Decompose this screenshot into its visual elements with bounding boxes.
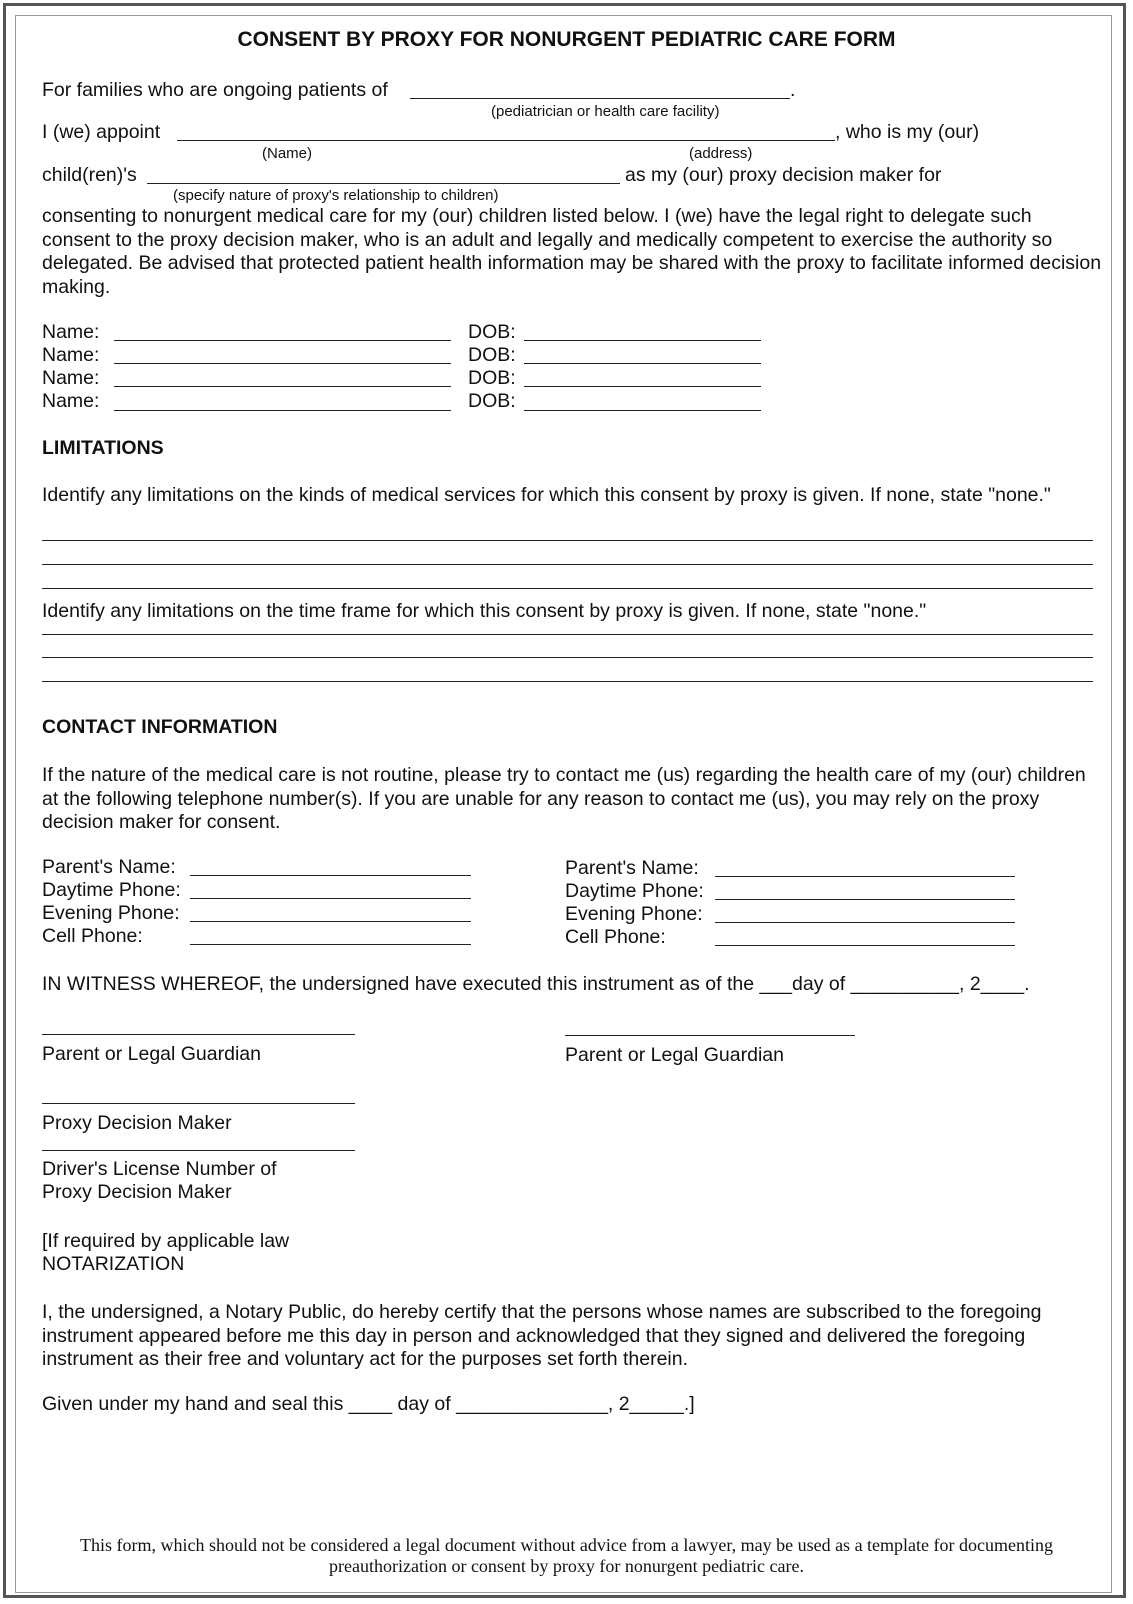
child-name-label: Name:: [42, 390, 100, 412]
child-dob-label: DOB:: [468, 321, 516, 343]
child-name-line[interactable]: [114, 340, 451, 341]
child-name-label: Name:: [42, 344, 100, 366]
parent-guardian-label: Parent or Legal Guardian: [565, 1044, 784, 1066]
parent-guardian-label: Parent or Legal Guardian: [42, 1043, 261, 1065]
children-end: as my (our) proxy decision maker for: [625, 164, 942, 186]
license-label-line2: Proxy Decision Maker: [42, 1181, 232, 1203]
parent-signature-line[interactable]: [565, 1035, 855, 1036]
timeframe-limitations-text: Identify any limitations on the time frame for which this consent by proxy is given. If none, state "none.": [42, 600, 927, 622]
footer-disclaimer: This form, which should not be considered a legal document without advice from a lawyer, may be used as a template for documenting preauthorization or consent by proxy for nonurgent pediatric care.: [80, 1535, 1053, 1576]
services-limitations-text: Identify any limitations on the kinds of medical services for which this consent by proxy is given. If none, state "none.": [42, 484, 1051, 506]
proxy-label: Proxy Decision Maker: [42, 1112, 232, 1134]
pediatrician-caption: (pediatrician or health care facility): [491, 103, 720, 120]
parent-name-label: Parent's Name:: [42, 856, 176, 878]
proxy-signature-line[interactable]: [42, 1103, 355, 1104]
relationship-line[interactable]: [147, 183, 620, 184]
evening-phone-label: Evening Phone:: [42, 902, 180, 924]
parent-name-label: Parent's Name:: [565, 857, 699, 879]
parent-name-line[interactable]: [715, 876, 1015, 877]
services-limitation-line[interactable]: [42, 540, 1093, 541]
child-dob-line[interactable]: [524, 386, 761, 387]
contact-paragraph: If the nature of the medical care is not routine, please try to contact me (us) regarding the health care of my (our) children at the following telephone number(s). If you are unable for any reason to contact me (us), you may rely on the proxy decision maker for consent.: [42, 764, 1086, 833]
license-label-line1: Driver's License Number of: [42, 1158, 277, 1180]
child-dob-label: DOB:: [468, 367, 516, 389]
notarization-condition: [If required by applicable law: [42, 1230, 290, 1252]
child-dob-label: DOB:: [468, 390, 516, 412]
parent-signature-line[interactable]: [42, 1034, 355, 1035]
cell-phone-label: Cell Phone:: [565, 926, 666, 948]
contact-heading: CONTACT INFORMATION: [42, 716, 278, 738]
child-dob-line[interactable]: [524, 340, 761, 341]
services-limitation-line[interactable]: [42, 564, 1093, 565]
daytime-phone-line[interactable]: [190, 898, 471, 899]
families-end: .: [790, 79, 796, 101]
child-dob-line[interactable]: [524, 410, 761, 411]
parent-name-line[interactable]: [190, 875, 471, 876]
appoint-label: I (we) appoint: [42, 121, 161, 143]
families-label: For families who are ongoing patients of: [42, 79, 388, 101]
timeframe-limitation-line[interactable]: [42, 657, 1093, 658]
evening-phone-label: Evening Phone:: [565, 903, 703, 925]
cell-phone-label: Cell Phone:: [42, 925, 143, 947]
timeframe-limitation-line[interactable]: [42, 681, 1093, 682]
limitations-heading: LIMITATIONS: [42, 437, 164, 459]
consent-paragraph: consenting to nonurgent medical care for my (our) children listed below. I (we) have the legal right to delegate such consent to the proxy decision maker, who is an adult and legally and medically competent to exercise the authority so delegated. Be advised that protected patient health information may be shared with the proxy to facilitate informed decision making.: [42, 205, 1102, 298]
daytime-phone-label: Daytime Phone:: [42, 879, 181, 901]
child-dob-line[interactable]: [524, 363, 761, 364]
cell-phone-line[interactable]: [190, 944, 471, 945]
appoint-line[interactable]: [177, 140, 835, 141]
child-name-line[interactable]: [114, 363, 451, 364]
witness-text: IN WITNESS WHEREOF, the undersigned have executed this instrument as of the ___day of __________, 2____.: [42, 973, 1030, 995]
child-dob-label: DOB:: [468, 344, 516, 366]
given-under-hand-text: Given under my hand and seal this ____ day of ______________, 2_____.]: [42, 1393, 695, 1415]
notarization-heading: NOTARIZATION: [42, 1253, 185, 1275]
evening-phone-line[interactable]: [715, 922, 1015, 923]
child-name-line[interactable]: [114, 386, 451, 387]
cell-phone-line[interactable]: [715, 945, 1015, 946]
children-label: child(ren)'s: [42, 164, 137, 186]
address-caption: (address): [689, 145, 753, 162]
evening-phone-line[interactable]: [190, 921, 471, 922]
license-number-line[interactable]: [42, 1150, 355, 1151]
relationship-caption: (specify nature of proxy's relationship to children): [173, 187, 499, 204]
services-limitation-line[interactable]: [42, 588, 1093, 589]
pediatrician-line[interactable]: [410, 98, 790, 99]
child-name-label: Name:: [42, 321, 100, 343]
appoint-end: , who is my (our): [835, 121, 980, 143]
timeframe-limitation-line[interactable]: [42, 634, 1093, 635]
notary-paragraph: I, the undersigned, a Notary Public, do hereby certify that the persons whose names are subscribed to the foregoing instrument appeared before me this day in person and acknowledged that they signed and delivered the foregoing instrument as their free and voluntary act for the purposes set forth therein.: [42, 1301, 1042, 1370]
child-name-label: Name:: [42, 367, 100, 389]
name-caption: (Name): [262, 145, 313, 162]
form-title: CONSENT BY PROXY FOR NONURGENT PEDIATRIC CARE FORM: [237, 28, 896, 51]
child-name-line[interactable]: [114, 410, 451, 411]
daytime-phone-line[interactable]: [715, 899, 1015, 900]
daytime-phone-label: Daytime Phone:: [565, 880, 704, 902]
